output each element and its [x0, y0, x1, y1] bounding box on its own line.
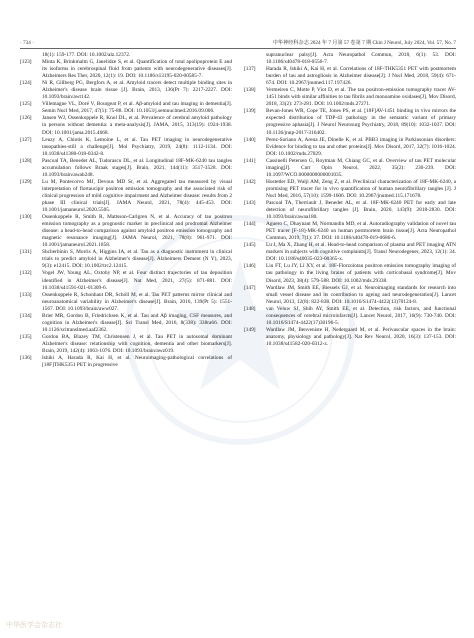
reference-entry — [20, 158, 232, 179]
reference-entry — [244, 52, 456, 66]
reference-text: van Veluw SJ, Shih AY, Smith EE, et al. Detection, risk factors, and functional consequences of cerebral microinfarcts[J]. Lancet Neurol, 2017, 16(9): 730-740. DOI: 10.1016/S1474-4422(17)30196-5. — [266, 305, 456, 326]
reference-entry — [20, 137, 232, 158]
reference-entry — [20, 80, 232, 101]
reference-number: [147] — [244, 284, 256, 291]
reference-entry — [20, 179, 232, 214]
reference-entry — [20, 270, 232, 291]
reference-entry — [244, 306, 456, 327]
reference-number: [148] — [244, 305, 256, 312]
reference-text: Vermeiren C, Motte P, Viot D, et al. The tau positron-emission tomography tracer AV-1451 binds with similar affinities to tau fibrils and monoamine oxidases[J]. Mov Disord, 2018, 33(2): 273-281. DOI: 10.1002/mds.27271. — [266, 87, 456, 108]
reference-entry — [20, 52, 232, 59]
reference-text: Ni R, Gillberg PG, Bergfors A, et al. Amyloid tracers detect multiple binding sites in Alzheimer's disease brain tissue [J]. Brain, 2013, 136(Pt 7): 2217-2227. DOI: 10.1093/brain/awt142. — [42, 80, 232, 101]
reference-entry — [244, 137, 456, 158]
reference-entry — [20, 313, 232, 334]
reference-entry — [20, 101, 232, 115]
reference-number: [138] — [244, 87, 256, 94]
reference-entry — [244, 221, 456, 242]
reference-number: [139] — [244, 108, 256, 115]
reference-number: [130] — [20, 214, 32, 221]
footer-watermark: 中华医学会杂志社 — [6, 621, 62, 629]
reference-text: Leuzy A, Chiotis K, Lemoine L, et al. Tau PET imaging in neurodegenerative tauopathies-still a challenge[J]. Mol Psychiatry, 2019, 24(8): 1112-1134. DOI: 10.1038/s41380-018-0342-8. — [42, 136, 232, 157]
running-header — [20, 36, 456, 46]
reference-text: Bevan-Jones WR, Cope TE, Jones PS, et al. [18F]AV-1451 binding in vivo mirrors the expected distribution of TDP-43 pathology in the semantic variant of primary progressive aphasia[J]. J Neurol Neurosurg Psychiatry, 2018, 89(10): 1032-1037. DOI: 10.1136/jnnp-2017-316402. — [266, 108, 456, 136]
reference-text: Ishiki A, Harada R, Kai H, et al. Neuroimaging-pathological correlations of [18F]THK5351 PET in progressive — [42, 355, 232, 369]
reference-entry — [20, 355, 232, 369]
reference-text: Lu J, Ma X, Zhang H, et al. Head-to-head comparison of plasma and PET imaging ATN markers in subjects with cognitive complaints[J]. Transl Neurodegener, 2023, 12(1): 34. DOI: 10.1186/s40035-023-00365-x. — [266, 242, 456, 263]
reference-entry — [20, 334, 232, 355]
reference-number: [132] — [20, 270, 32, 277]
reference-column-right — [244, 52, 456, 348]
reference-entry — [20, 292, 232, 313]
reference-number: [131] — [20, 249, 32, 256]
reference-entry — [244, 179, 456, 200]
reference-column-left — [20, 52, 232, 369]
reference-text: Minta K, Brinkmalm G, Janelidze S, et al. Quantification of total apolipoprotein E and its isoforms in cerebrospinal fluid from patients with neurodegenerative diseases[J]. Alzheimers Res Ther, 2020, 12(1): 19. DOI: 10.1186/s13195-020-00585-7. — [42, 59, 232, 80]
reference-entry — [244, 66, 456, 87]
reference-entry — [244, 108, 456, 136]
reference-text: Shcherbinin S, Morris A, Higgins IA, et al. Tau as a diagnostic instrument in clinical trials to predict amyloid in Alzheimer's disease[J]. Alzheimers Dement (N Y), 2023, 9(3): e12415. DOI: 10.1002/trc2.12415. — [42, 249, 232, 270]
reference-number: [136] — [20, 355, 32, 362]
reference-number: [137] — [244, 66, 256, 73]
reference-entry — [244, 263, 456, 284]
reference-number: [149] — [244, 326, 256, 333]
reference-entry — [20, 59, 232, 80]
reference-number — [244, 52, 266, 66]
reference-text: supranuclear palsy[J]. Acta Neuropathol Commun, 2018, 6(1): 53. DOI: 10.1186/s40478-018-0556-7. — [266, 52, 456, 66]
reference-entry — [20, 249, 232, 270]
reference-text: Wardlaw JM, Smith EE, Biessels GJ, et al. Neuroimaging standards for research into small vessel disease and its contribution to ageing and neurodegeneration[J]. Lancet Neurol, 2013, 12(8): 822-838. DOI: 10.1016/S1474-4422(13)70124-8. — [266, 284, 456, 305]
reference-number: [129] — [20, 178, 32, 185]
reference-text: Hostetler ED, Walji AM, Zeng Z, et al. Preclinical characterization of 18F-MK-6240, a promising PET tracer for in vivo quantification of human neurofibrillary tangles [J]. J Nucl Med, 2016, 57(10): 1599-1606. DOI: 10.2967/jnumed.115.171678. — [266, 178, 456, 199]
header-rule — [20, 48, 456, 49]
reference-number: [134] — [20, 312, 32, 319]
reference-number: [135] — [20, 333, 32, 340]
reference-number: [133] — [20, 291, 32, 298]
reference-number — [20, 52, 42, 59]
reference-number: [123] — [20, 59, 32, 66]
reference-number: [141] — [244, 157, 256, 164]
reference-number: [142] — [244, 178, 256, 185]
reference-text: Cassinelli Petersen G, Roytman M, Chiang GC, et al. Overview of tau PET molecular imaging[J]. Curr Opin Neurol, 2022, 35(2): 230-239. DOI: 10.1097/WCO.0000000000001035. — [266, 157, 456, 178]
page-number: · 734 · — [20, 40, 34, 46]
reference-text: Gordon BA, Blazey TM, Christensen J, et al. Tau PET in autosomal dominant Alzheimer's disease: relationship with cognition, dementia and other biomarkers[J]. Brain, 2019, 142(4): 1063-1076. DOI: 10.1093/brain/awz019. — [42, 333, 232, 354]
reference-text: Vogel JW, Young AL, Oxtoby NP, et al. Four distinct trajectories of tau deposition identified in Alzheimer's disease[J]. Nat Med, 2021, 27(5): 871-881. DOI: 10.1038/s41591-021-01309-6. — [42, 270, 232, 291]
reference-entry — [20, 214, 232, 249]
reference-text: Jansen WJ, Ossenkoppele R, Knol DL, et al. Prevalence of cerebral amyloid pathology in persons without dementia: a meta-analysis[J]. JAMA, 2015, 313(19): 1924-1938. DOI: 10.1001/jama.2015.4668. — [42, 115, 232, 136]
reference-number: [124] — [20, 80, 32, 87]
reference-entry — [244, 158, 456, 179]
reference-text: Aguero C, Dhaynaut M, Normandin MD, et al. Autoradiography validation of novel tau PET tracer [F-18]-MK-6240 on human postmortem brain tissue[J]. Acta Neuropathol Commun, 2019, 7(1): 37. DOI: 10.1186/s40478-019-0686-6. — [266, 221, 456, 242]
reference-number: [140] — [244, 136, 256, 143]
reference-number: [144] — [244, 221, 256, 228]
reference-entry — [244, 242, 456, 263]
reference-number: [145] — [244, 242, 256, 249]
reference-text: Brier MR, Gordon B, Friedrichsen K, et al. Tau and Aβ imaging, CSF measures, and cognition in Alzheimer's disease[J]. Sci Transl Med, 2016, 8(338): 338ra66. DOI: 10.1126/scitranslmed.aaf2362. — [42, 312, 232, 333]
reference-text: Liu FT, Lu JY, Li XY, et al. 18F-Florzolotau positron emission tomography imaging of tau pathology in the living brains of patients with corticobasal syndrome[J]. Mov Disord, 2023, 38(4): 579-588. DOI: 10.1002/mds.29338. — [266, 263, 456, 284]
reference-text: Pascoal TA, Benedet AL, Tudorascu DL, et al. Longitudinal 18F-MK-6240 tau tangles accumulation follows Braak stages[J]. Brain, 2021, 144(11): 3517-3528. DOI: 10.1093/brain/awab248. — [42, 157, 232, 178]
reference-entry — [244, 285, 456, 306]
reference-text: 18(1): 159-177. DOI: 10.1002/alz.12372. — [42, 52, 131, 58]
reference-entry — [244, 87, 456, 108]
reference-text: Ossenkoppele R, Schonhaut DR, Schöll M, et al. Tau PET patterns mirror clinical and neuroanatomical variability in Alzheimer's disease[J]. Brain, 2016, 139(Pt 5): 1551-1567. DOI: 10.1093/brain/aww027. — [42, 291, 232, 312]
reference-number: [128] — [20, 157, 32, 164]
reference-number: [127] — [20, 136, 32, 143]
reference-text: Pascoal TA, Therriault J, Benedet AL, et al. 18F-MK-6240 PET for early and late detection of neurofibrillary tangles [J]. Brain, 2020, 143(9): 2818-2830. DOI: 10.1093/brain/awaa180. — [266, 199, 456, 221]
reference-text: Villemagne VL, Doré V, Bourgeat P, et al. Aβ-amyloid and tau imaging in dementia[J]. Semin Nucl Med, 2017, 47(1): 75-88. DOI: 10.1053/j.semnuclmed.2016.09.006. — [42, 101, 232, 115]
reference-text: Wardlaw JM, Benveniste H, Nedergaard M, et al. Perivascular spaces in the brain: anatomy, physiology and pathology[J]. Nat Rev Neurol, 2020, 16(3): 137-153. DOI: 10.1038/s41582-020-0312-z. — [266, 326, 456, 347]
reference-text: Perez-Soriano A, Arena JE, Dinelle K, et al. PBB3 imaging in Parkinsonian disorders: Evidence for binding to tau and other proteins[J]. Mov Disord, 2017, 32(7): 1016-1024. DOI: 10.1002/mds.27029. — [266, 136, 456, 157]
reference-number: [125] — [20, 101, 32, 108]
reference-number: [126] — [20, 115, 32, 122]
reference-entry — [20, 115, 232, 136]
journal-info: 中华神经科杂志 2024 年 7 月第 57 卷第 7 期 Chin J Neurol, July 2024, Vol. 57, No. 7 — [272, 40, 456, 46]
reference-entry — [244, 327, 456, 348]
reference-number: [146] — [244, 263, 256, 270]
reference-text: Harada R, Ishiki A, Kai H, et al. Correlations of 18F-THK5351 PET with postmortem burden of tau and astrogliosis in Alzheimer disease[J]. J Nucl Med, 2018, 59(4): 671-674. DOI: 10.2967/jnumed.117.197426. — [266, 66, 456, 87]
reference-text: Ossenkoppele R, Smith R, Mattsson-Carlgren N, et al. Accuracy of tau positron emission tomography as a prognostic marker in preclinical and prodromal Alzheimer disease: a head-to-head comparison against amyloid positron emission tomography and magnetic resonance imaging[J]. JAMA Neurol, 2021, 78(8): 961-971. DOI: 10.1001/jamaneurol.2021.1858. — [42, 214, 232, 249]
reference-text: Lu M, Pontecorvo MJ, Devous MD Sr, et al. Aggregated tau measured by visual interpretation of flortaucipir positron emission tomography and the associated risk of clinical progression of mild cognitive impairment and Alzheimer disease: results from 2 phase III clinical trials[J]. JAMA Neurol, 2021, 78(4): 445-453. DOI: 10.1001/jamaneurol.2020.5505. — [42, 178, 232, 214]
reference-entry — [244, 200, 456, 221]
reference-number: [143] — [244, 199, 256, 206]
